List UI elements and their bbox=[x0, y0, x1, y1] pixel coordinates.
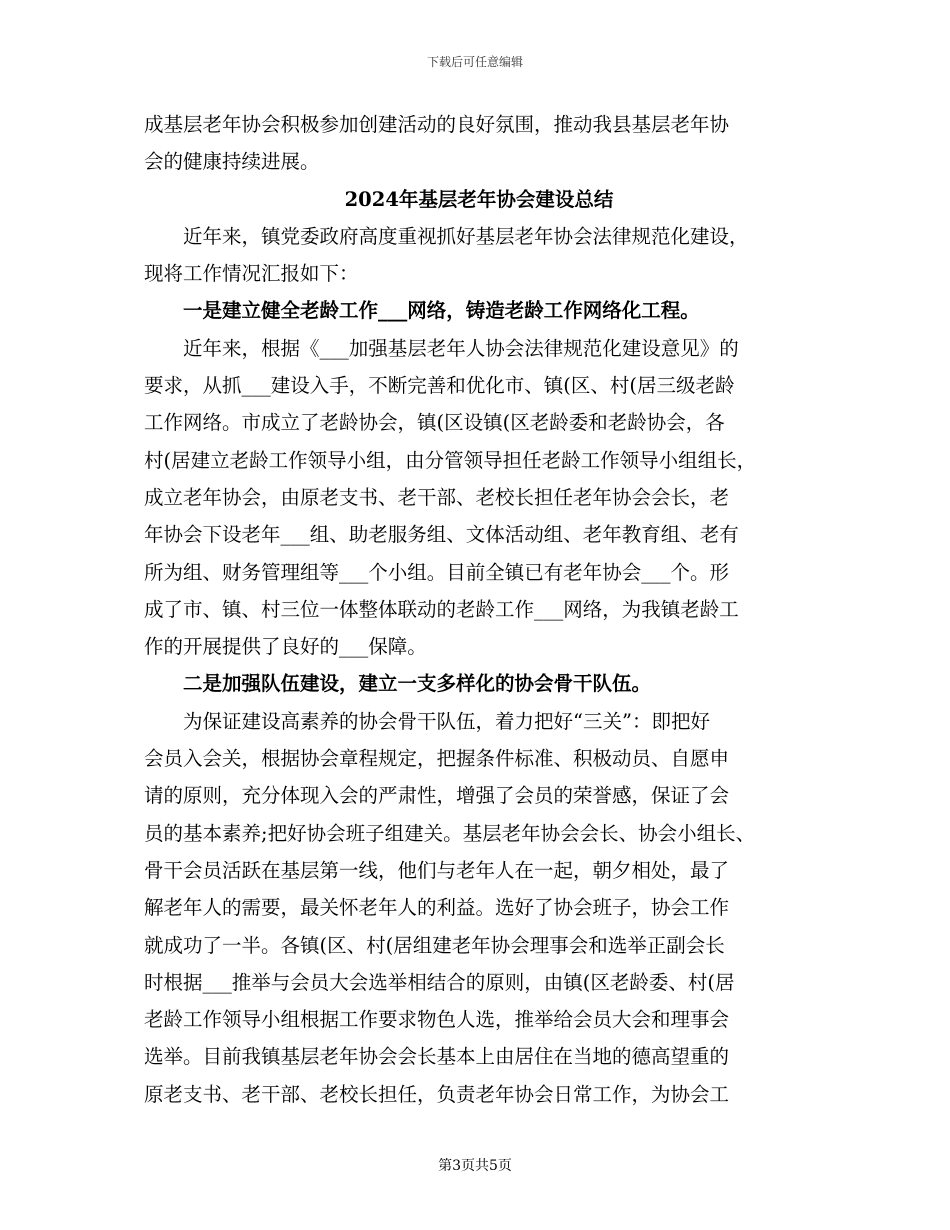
text-line: 为保证建设高素养的协会骨干队伍，着力把好“三关”：即把好 bbox=[183, 709, 710, 733]
text-line: 工作网络。市成立了老龄协会，镇(区设镇(区老龄委和老龄协会，各 bbox=[144, 411, 725, 435]
text-line: 骨干会员活跃在基层第一线，他们与老年人在一起，朝夕相处，最了 bbox=[144, 858, 730, 882]
text-line: 成了市、镇、村三位一体整体联动的老龄工作___网络，为我镇老龄工 bbox=[144, 597, 739, 621]
paragraph-network bbox=[144, 330, 814, 666]
text-line: 请的原则，充分体现入会的严肃性，增强了会员的荣誉感，保证了会 bbox=[144, 784, 730, 808]
section-heading-2 bbox=[144, 665, 814, 702]
text-line: 成立老年协会，由原老支书、老干部、老校长担任老年协会会长，老 bbox=[144, 485, 730, 509]
text-line: 时根据___推举与会员大会选举相结合的原则，由镇(区老龄委、村(居 bbox=[144, 970, 735, 994]
text-line: 年协会下设老年___组、助老服务组、文体活动组、老年教育组、老有 bbox=[144, 523, 739, 547]
text-line: 解老年人的需要，最关怀老年人的利益。选好了协会班子，协会工作 bbox=[144, 896, 730, 920]
paragraph-overview bbox=[144, 218, 814, 293]
page-header-note: 下载后可任意编辑 bbox=[426, 55, 523, 69]
text-line: 现将工作情况汇报如下： bbox=[144, 262, 359, 286]
text-line: 就成功了一半。各镇(区、村(居组建老年协会理事会和选举正副会长 bbox=[144, 933, 725, 957]
text-line: 会的健康持续进展。 bbox=[144, 150, 320, 174]
heading-text: 一是建立健全老龄工作___网络，铸造老龄工作网络化工程。 bbox=[183, 299, 700, 323]
intro-paragraph bbox=[144, 106, 814, 181]
heading-text: 二是加强队伍建设，建立一支多样化的协会骨干队伍。 bbox=[183, 672, 652, 696]
document-title: 2024年基层老年协会建设总结 bbox=[344, 187, 614, 211]
text-line: 所为组、财务管理组等___个小组。目前全镇已有老年协会___个。形 bbox=[144, 560, 730, 584]
section-heading-1 bbox=[144, 292, 814, 329]
page-number: 第3页共5页 bbox=[438, 1158, 512, 1174]
text-line: 会员入会关，根据协会章程规定，把握条件标准、积极动员、自愿申 bbox=[144, 747, 730, 771]
text-line: 原老支书、老干部、老校长担任，负责老年协会日常工作，为协会工 bbox=[144, 1082, 730, 1106]
text-line: 选举。目前我镇基层老年协会会长基本上由居住在当地的德高望重的 bbox=[144, 1045, 730, 1069]
text-line: 近年来，根据《___加强基层老年人协会法律规范化建设意见》的 bbox=[183, 336, 739, 360]
text-line: 作的开展提供了良好的___保障。 bbox=[144, 635, 427, 659]
document-body bbox=[144, 106, 814, 1113]
text-line: 村(居建立老龄工作领导小组，由分管领导担任老龄工作领导小组组长， bbox=[144, 448, 757, 472]
text-line: 要求，从抓___建设入手，不断完善和优化市、镇(区、村(居三级老龄 bbox=[144, 374, 735, 398]
text-line: 近年来，镇党委政府高度重视抓好基层老年协会法律规范化建设， bbox=[183, 224, 749, 248]
paragraph-team bbox=[144, 703, 814, 1113]
text-line: 成基层老年协会积极参加创建活动的良好氛围，推动我县基层老年协 bbox=[144, 113, 730, 136]
text-line: 员的基本素养;把好协会班子组建关。基层老年协会会长、协会小组长、 bbox=[144, 821, 756, 845]
text-line: 老龄工作领导小组根据工作要求物色人选，推举给会员大会和理事会 bbox=[144, 1008, 730, 1032]
